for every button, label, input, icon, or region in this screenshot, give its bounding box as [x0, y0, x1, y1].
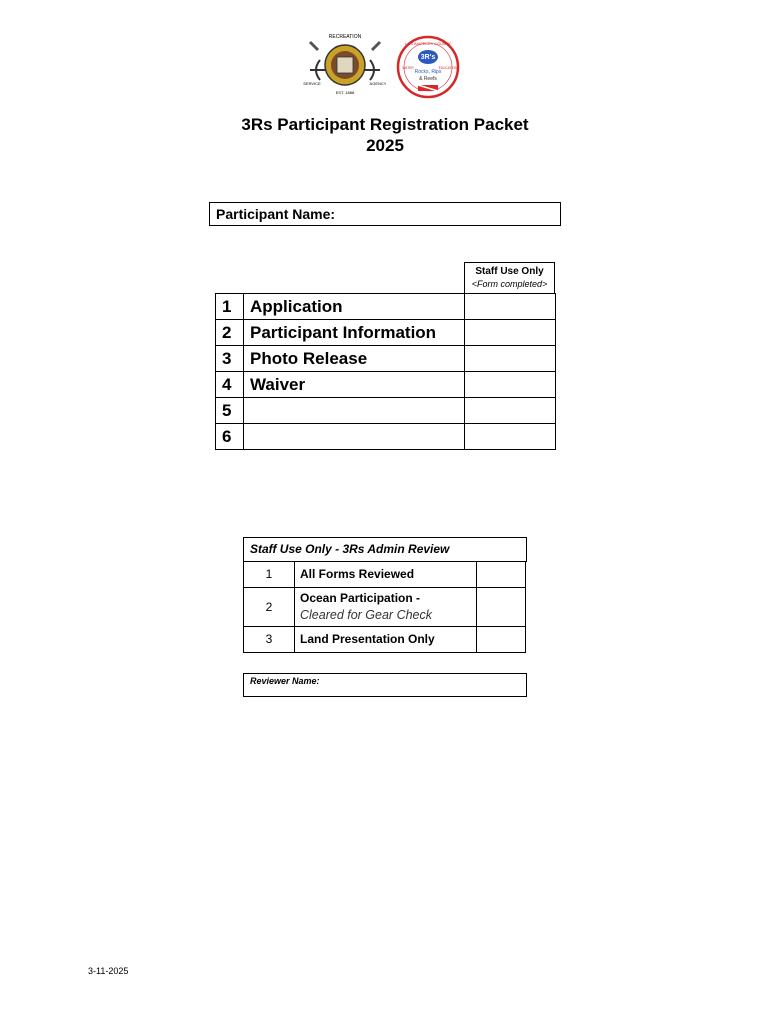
form-label[interactable]	[244, 398, 465, 424]
review-label	[295, 627, 477, 653]
review-label	[295, 588, 477, 627]
seal-text-top: RECREATION	[328, 34, 362, 40]
form-number: 5	[216, 398, 244, 424]
review-label	[295, 562, 477, 588]
form-completed-cell[interactable]	[465, 346, 556, 372]
review-label-text: All Forms Reviewed	[300, 567, 415, 581]
form-label: Waiver	[244, 372, 465, 398]
form-label: Photo Release	[244, 346, 465, 372]
table-row	[216, 424, 556, 450]
review-number: 2	[244, 588, 295, 627]
form-number: 1	[216, 294, 244, 320]
admin-review-table	[243, 561, 526, 653]
reviewer-name-field[interactable]	[243, 673, 527, 697]
table-row	[216, 294, 556, 320]
badge-text-right: EDUCATION	[438, 66, 458, 70]
staff-use-column-header	[464, 262, 555, 293]
review-sublabel: Cleared for Gear Check	[300, 608, 433, 622]
table-row	[216, 346, 556, 372]
participant-name-label: Participant Name:	[216, 206, 336, 222]
table-row	[216, 398, 556, 424]
page-title	[0, 114, 770, 156]
title-line-2: 2025	[366, 136, 404, 155]
form-label: Participant Information	[244, 320, 465, 346]
review-label-text: Ocean Participation -	[300, 591, 421, 605]
county-seal-logo	[300, 30, 390, 98]
review-check-cell[interactable]	[477, 588, 526, 627]
table-row	[216, 320, 556, 346]
reviewer-name-label: Reviewer Name:	[250, 676, 320, 686]
review-label-text: Land Presentation Only	[300, 632, 435, 646]
staff-use-label: Staff Use Only	[475, 266, 544, 277]
3rs-program-badge-logo	[396, 35, 460, 99]
badge-text-rocks: Rocks, Rips	[414, 69, 442, 75]
participant-name-field[interactable]	[209, 202, 561, 226]
badge-text-top: LOS ANGELES COUNTY	[405, 41, 451, 46]
table-row	[244, 562, 526, 588]
seal-text-bottom: EST. 1888	[335, 90, 355, 95]
form-number: 2	[216, 320, 244, 346]
form-completed-cell[interactable]	[465, 294, 556, 320]
form-completed-cell[interactable]	[465, 320, 556, 346]
form-label: Application	[244, 294, 465, 320]
footer-date: 3-11-2025	[88, 966, 129, 976]
table-row	[216, 372, 556, 398]
admin-review-header: Staff Use Only - 3Rs Admin Review	[243, 537, 527, 562]
form-completed-label: <Form completed>	[471, 279, 548, 289]
table-row	[244, 627, 526, 653]
badge-text-left: WATER	[402, 66, 414, 70]
review-check-cell[interactable]	[477, 627, 526, 653]
form-completed-cell[interactable]	[465, 398, 556, 424]
seal-text-left: SERVICE	[303, 81, 321, 86]
form-number: 4	[216, 372, 244, 398]
title-line-1: 3Rs Participant Registration Packet	[241, 115, 529, 134]
form-number: 6	[216, 424, 244, 450]
badge-text-3rs: 3R's	[420, 54, 436, 61]
form-completed-cell[interactable]	[465, 372, 556, 398]
badge-text-reefs: & Reefs	[419, 76, 437, 82]
form-label[interactable]	[244, 424, 465, 450]
review-check-cell[interactable]	[477, 562, 526, 588]
form-number: 3	[216, 346, 244, 372]
seal-text-right: AGENCY	[369, 81, 387, 86]
form-completed-cell[interactable]	[465, 424, 556, 450]
forms-checklist-table	[215, 293, 556, 450]
table-row	[244, 588, 526, 627]
review-number: 3	[244, 627, 295, 653]
review-number: 1	[244, 562, 295, 588]
header-logos	[300, 30, 465, 100]
